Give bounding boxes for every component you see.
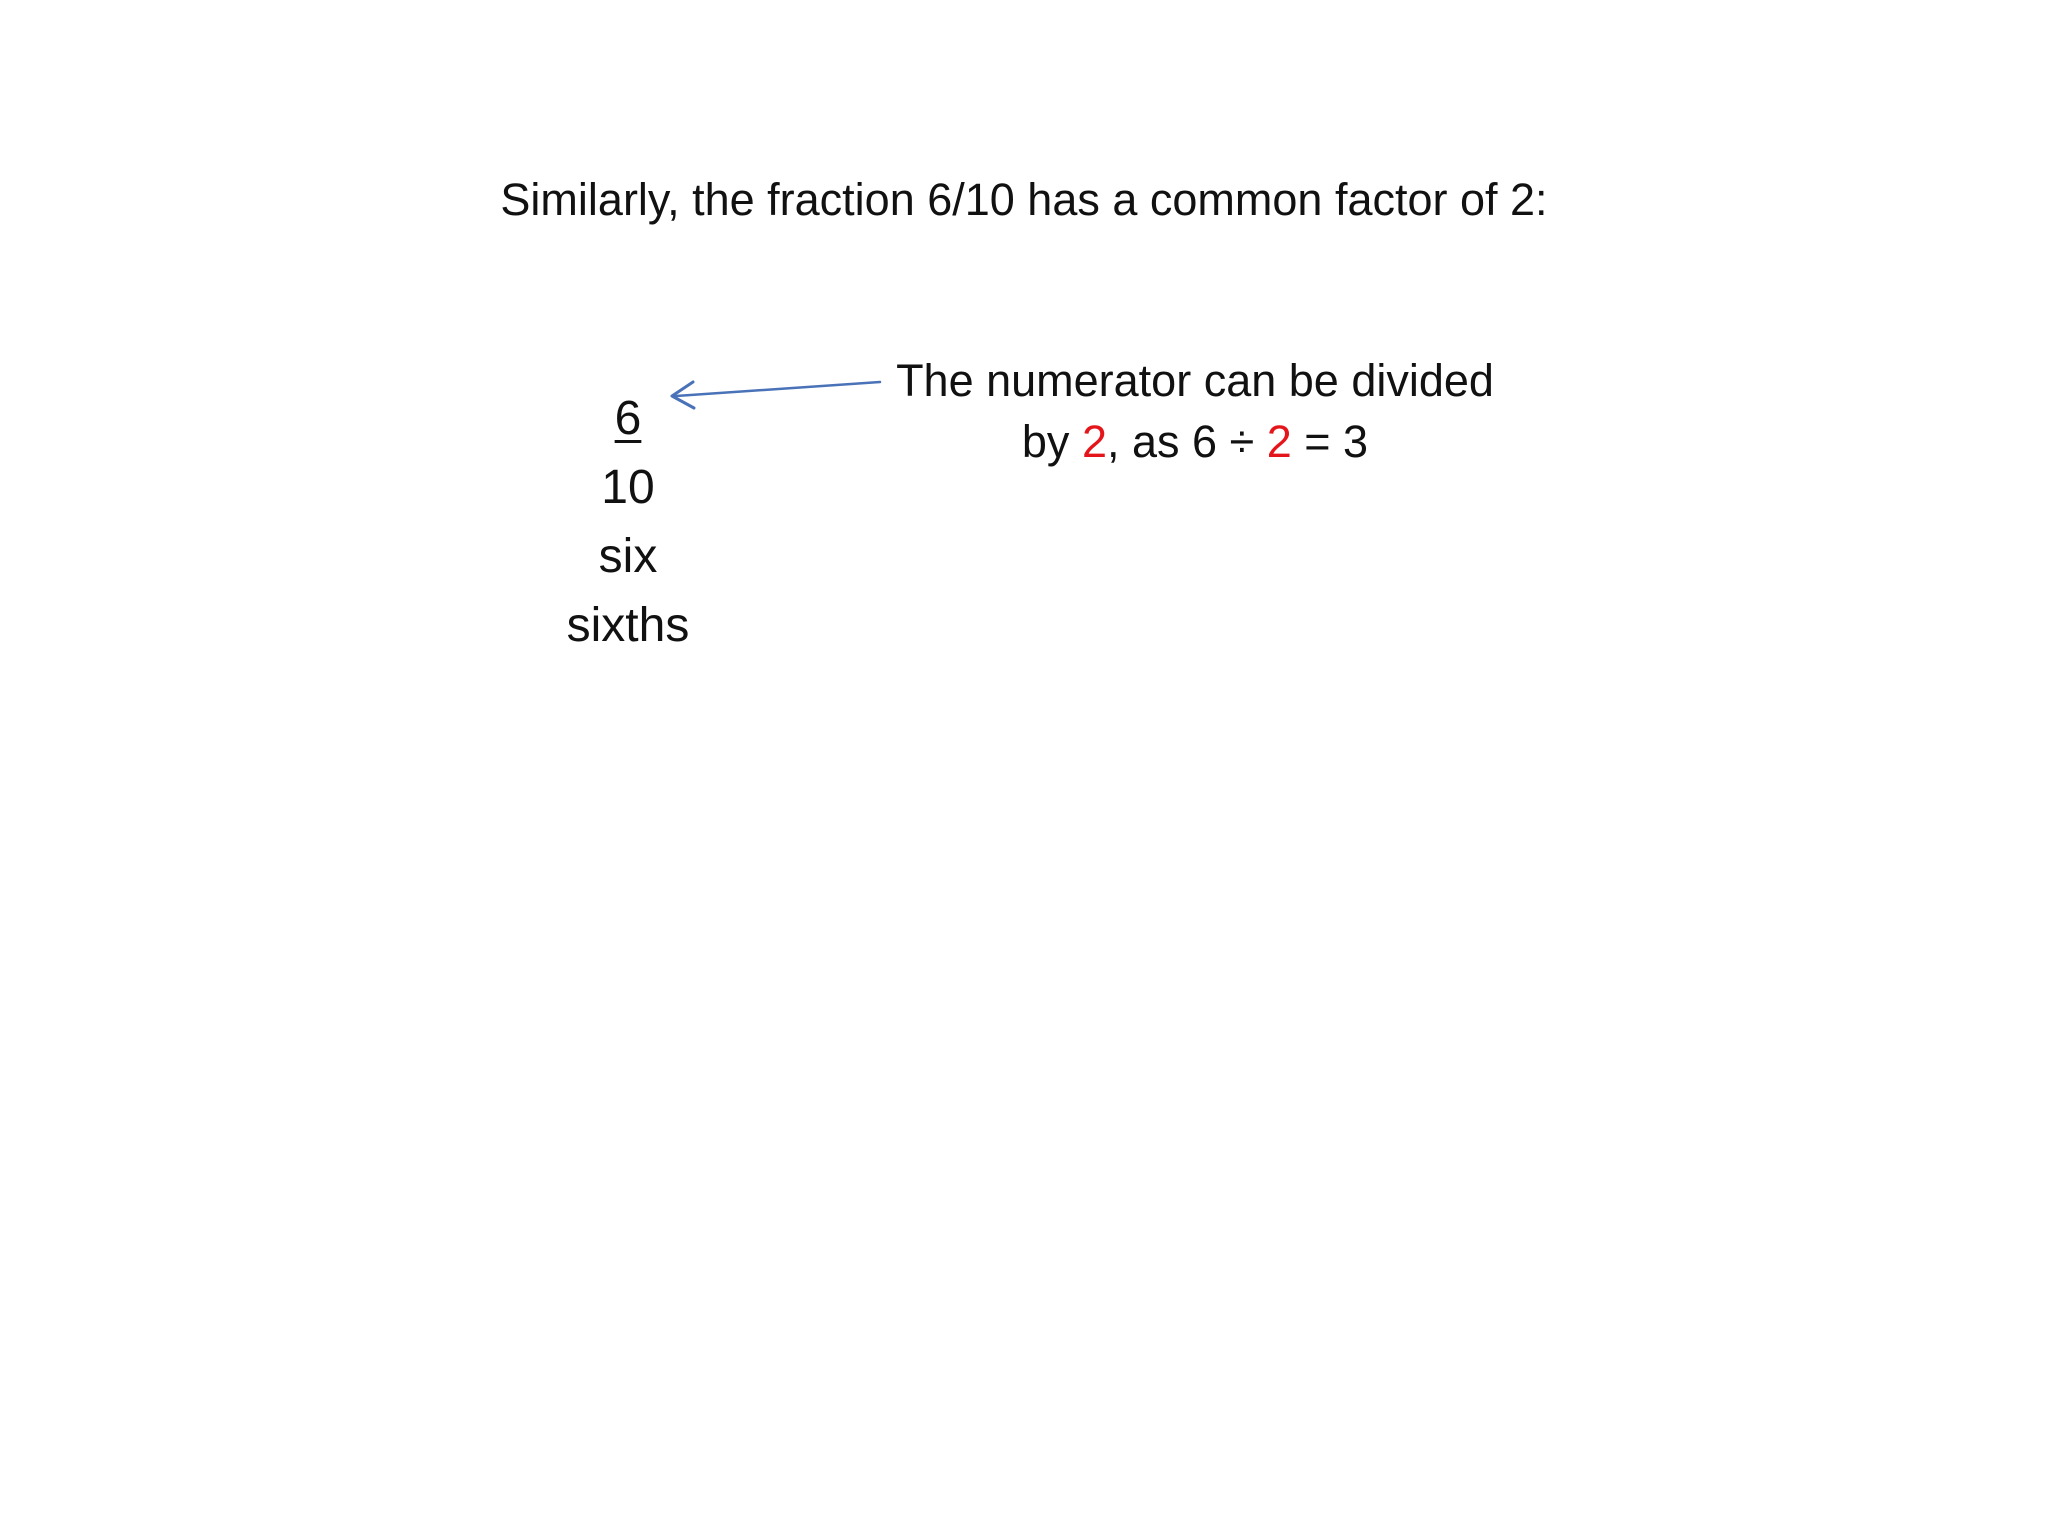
fraction-denominator: 10 xyxy=(601,461,655,514)
callout-line-1: The numerator can be divided xyxy=(896,355,1494,406)
callout-divisor-again: 2 xyxy=(1266,416,1292,467)
fraction-stack xyxy=(528,384,728,660)
fraction-numerator: 6 xyxy=(614,392,642,445)
callout-line-2 xyxy=(880,411,1510,472)
callout-divisor: 2 xyxy=(1081,416,1107,467)
callout-text xyxy=(880,350,1510,472)
callout-by: by xyxy=(1021,416,1082,467)
fraction-word-top: six xyxy=(598,530,658,583)
fraction-word-bottom: sixths xyxy=(566,599,690,652)
callout-middle: , as 6 ÷ xyxy=(1106,416,1267,467)
slide-title: Similarly, the fraction 6/10 has a common factor of 2: xyxy=(500,174,1548,225)
callout-result: = 3 xyxy=(1291,416,1369,467)
